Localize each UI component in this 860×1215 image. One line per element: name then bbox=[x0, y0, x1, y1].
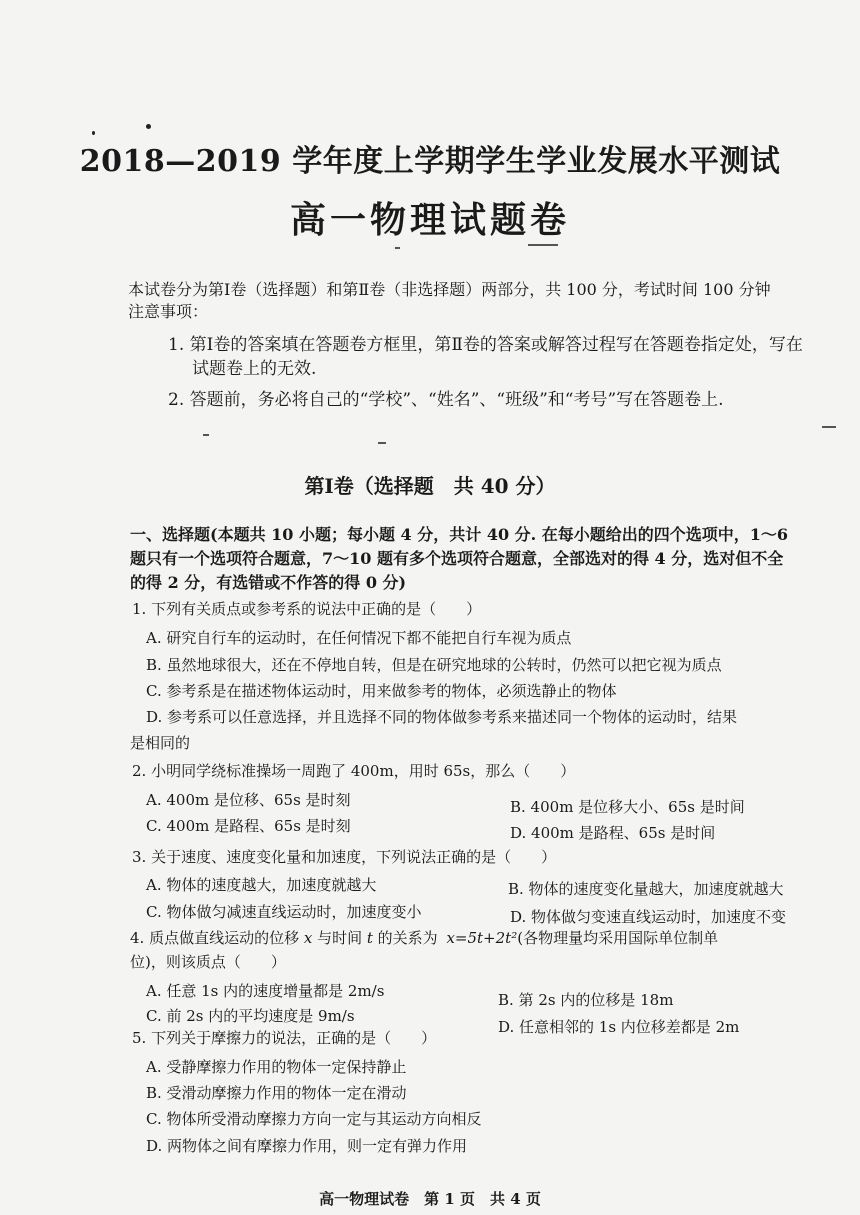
option-b: B. 受滑动摩擦力作用的物体一定在滑动 bbox=[146, 1084, 407, 1102]
option-c: C. 物体所受滑动摩擦力方向一定与其运动方向相反 bbox=[146, 1110, 482, 1128]
variable-t: t bbox=[366, 929, 373, 947]
notice-item-1: 1. 第Ⅰ卷的答案填在答题卷方框里，第Ⅱ卷的答案或解答过程写在答题卷指定处，写在 bbox=[168, 335, 803, 355]
scan-mark bbox=[822, 426, 836, 428]
question-stem: 2. 小明同学绕标准操场一周跑了 400m，用时 65s，那么（ ） bbox=[132, 762, 576, 780]
scan-speck bbox=[92, 131, 95, 135]
exam-title: 2018—2019 学年度上学期学生学业发展水平测试 bbox=[79, 144, 781, 179]
option-b: B. 虽然地球很大，还在不停地自转，但是在研究地球的公转时，仍然可以把它视为质点 bbox=[146, 656, 722, 674]
section-instructions-line: 一、选择题(本题共 10 小题；每小题 4 分，共计 40 分. 在每小题给出的四个选项中，1～6 bbox=[130, 525, 789, 544]
option-a: A. 研究自行车的运动时，在任何情况下都不能把自行车视为质点 bbox=[146, 629, 572, 647]
section-title: 第Ⅰ卷（选择题 共 40 分） bbox=[304, 474, 556, 498]
option-b: B. 物体的速度变化量越大，加速度就越大 bbox=[508, 880, 784, 898]
option-c: C. 400m 是路程、65s 是时刻 bbox=[146, 817, 351, 835]
option-d: D. 物体做匀变速直线运动时，加速度不变 bbox=[510, 908, 787, 926]
scan-mark bbox=[395, 247, 400, 249]
option-d-cont: 是相同的 bbox=[130, 734, 191, 752]
option-a: A. 400m 是位移、65s 是时刻 bbox=[146, 791, 351, 809]
option-d: D. 参考系可以任意选择，并且选择不同的物体做参考系来描述同一个物体的运动时，结果 bbox=[146, 708, 738, 726]
option-c: C. 前 2s 内的平均速度是 9m/s bbox=[146, 1007, 355, 1025]
option-d: D. 400m 是路程、65s 是时间 bbox=[510, 824, 716, 842]
question-stem: 3. 关于速度、速度变化量和加速度，下列说法正确的是（ ） bbox=[132, 848, 557, 866]
intro-line: 本试卷分为第Ⅰ卷（选择题）和第Ⅱ卷（非选择题）两部分，共 100 分，考试时间 100 分钟 bbox=[128, 280, 771, 299]
question-stem bbox=[130, 927, 718, 948]
scan-mark bbox=[378, 442, 386, 444]
option-c: C. 参考系是在描述物体运动时，用来做参考的物体，必须选静止的物体 bbox=[146, 682, 617, 700]
option-a: A. 受静摩擦力作用的物体一定保持静止 bbox=[146, 1058, 407, 1076]
question-stem-cont: 位)，则该质点（ ） bbox=[130, 953, 286, 971]
option-b: B. 第 2s 内的位移是 18m bbox=[498, 991, 674, 1009]
question-stem-text: 的关系为 bbox=[372, 929, 443, 947]
option-a: A. 物体的速度越大，加速度就越大 bbox=[146, 876, 377, 894]
question-stem-text: 与时间 bbox=[312, 929, 367, 947]
notice-item-1-cont: 试题卷上的无效. bbox=[192, 359, 317, 379]
variable-x: x bbox=[303, 929, 313, 947]
formula: x=5t+2t² bbox=[446, 929, 518, 947]
question-stem-text: (各物理量均采用国际单位制单 bbox=[517, 929, 719, 947]
section-instructions-line: 的得 2 分，有选错或不作答的得 0 分) bbox=[130, 573, 407, 592]
notice-item-2: 2. 答题前，务必将自己的“学校”、“姓名”、“班级”和“考号”写在答题卷上. bbox=[168, 390, 724, 410]
scan-mark bbox=[528, 244, 558, 246]
option-d: D. 两物体之间有摩擦力作用，则一定有弹力作用 bbox=[146, 1137, 468, 1155]
question-stem: 1. 下列有关质点或参考系的说法中正确的是（ ） bbox=[132, 600, 482, 618]
notice-label: 注意事项： bbox=[128, 302, 209, 321]
question-stem: 5. 下列关于摩擦力的说法，正确的是（ ） bbox=[132, 1029, 437, 1047]
section-instructions-line: 题只有一个选项符合题意，7～10 题有多个选项符合题意，全部选对的得 4 分，选对但不全 bbox=[130, 549, 784, 568]
scan-mark bbox=[203, 434, 209, 436]
option-a: A. 任意 1s 内的速度增量都是 2m/s bbox=[146, 982, 385, 1000]
question-stem-text: 4. 质点做直线运动的位移 bbox=[130, 929, 304, 947]
option-b: B. 400m 是位移大小、65s 是时间 bbox=[510, 798, 745, 816]
option-d: D. 任意相邻的 1s 内位移差都是 2m bbox=[498, 1018, 740, 1036]
exam-subtitle: 高一物理试题卷 bbox=[289, 199, 570, 241]
page-footer: 高一物理试卷 第 1 页 共 4 页 bbox=[319, 1190, 541, 1208]
option-c: C. 物体做匀减速直线运动时，加速度变小 bbox=[146, 903, 422, 921]
scan-speck bbox=[146, 124, 151, 129]
